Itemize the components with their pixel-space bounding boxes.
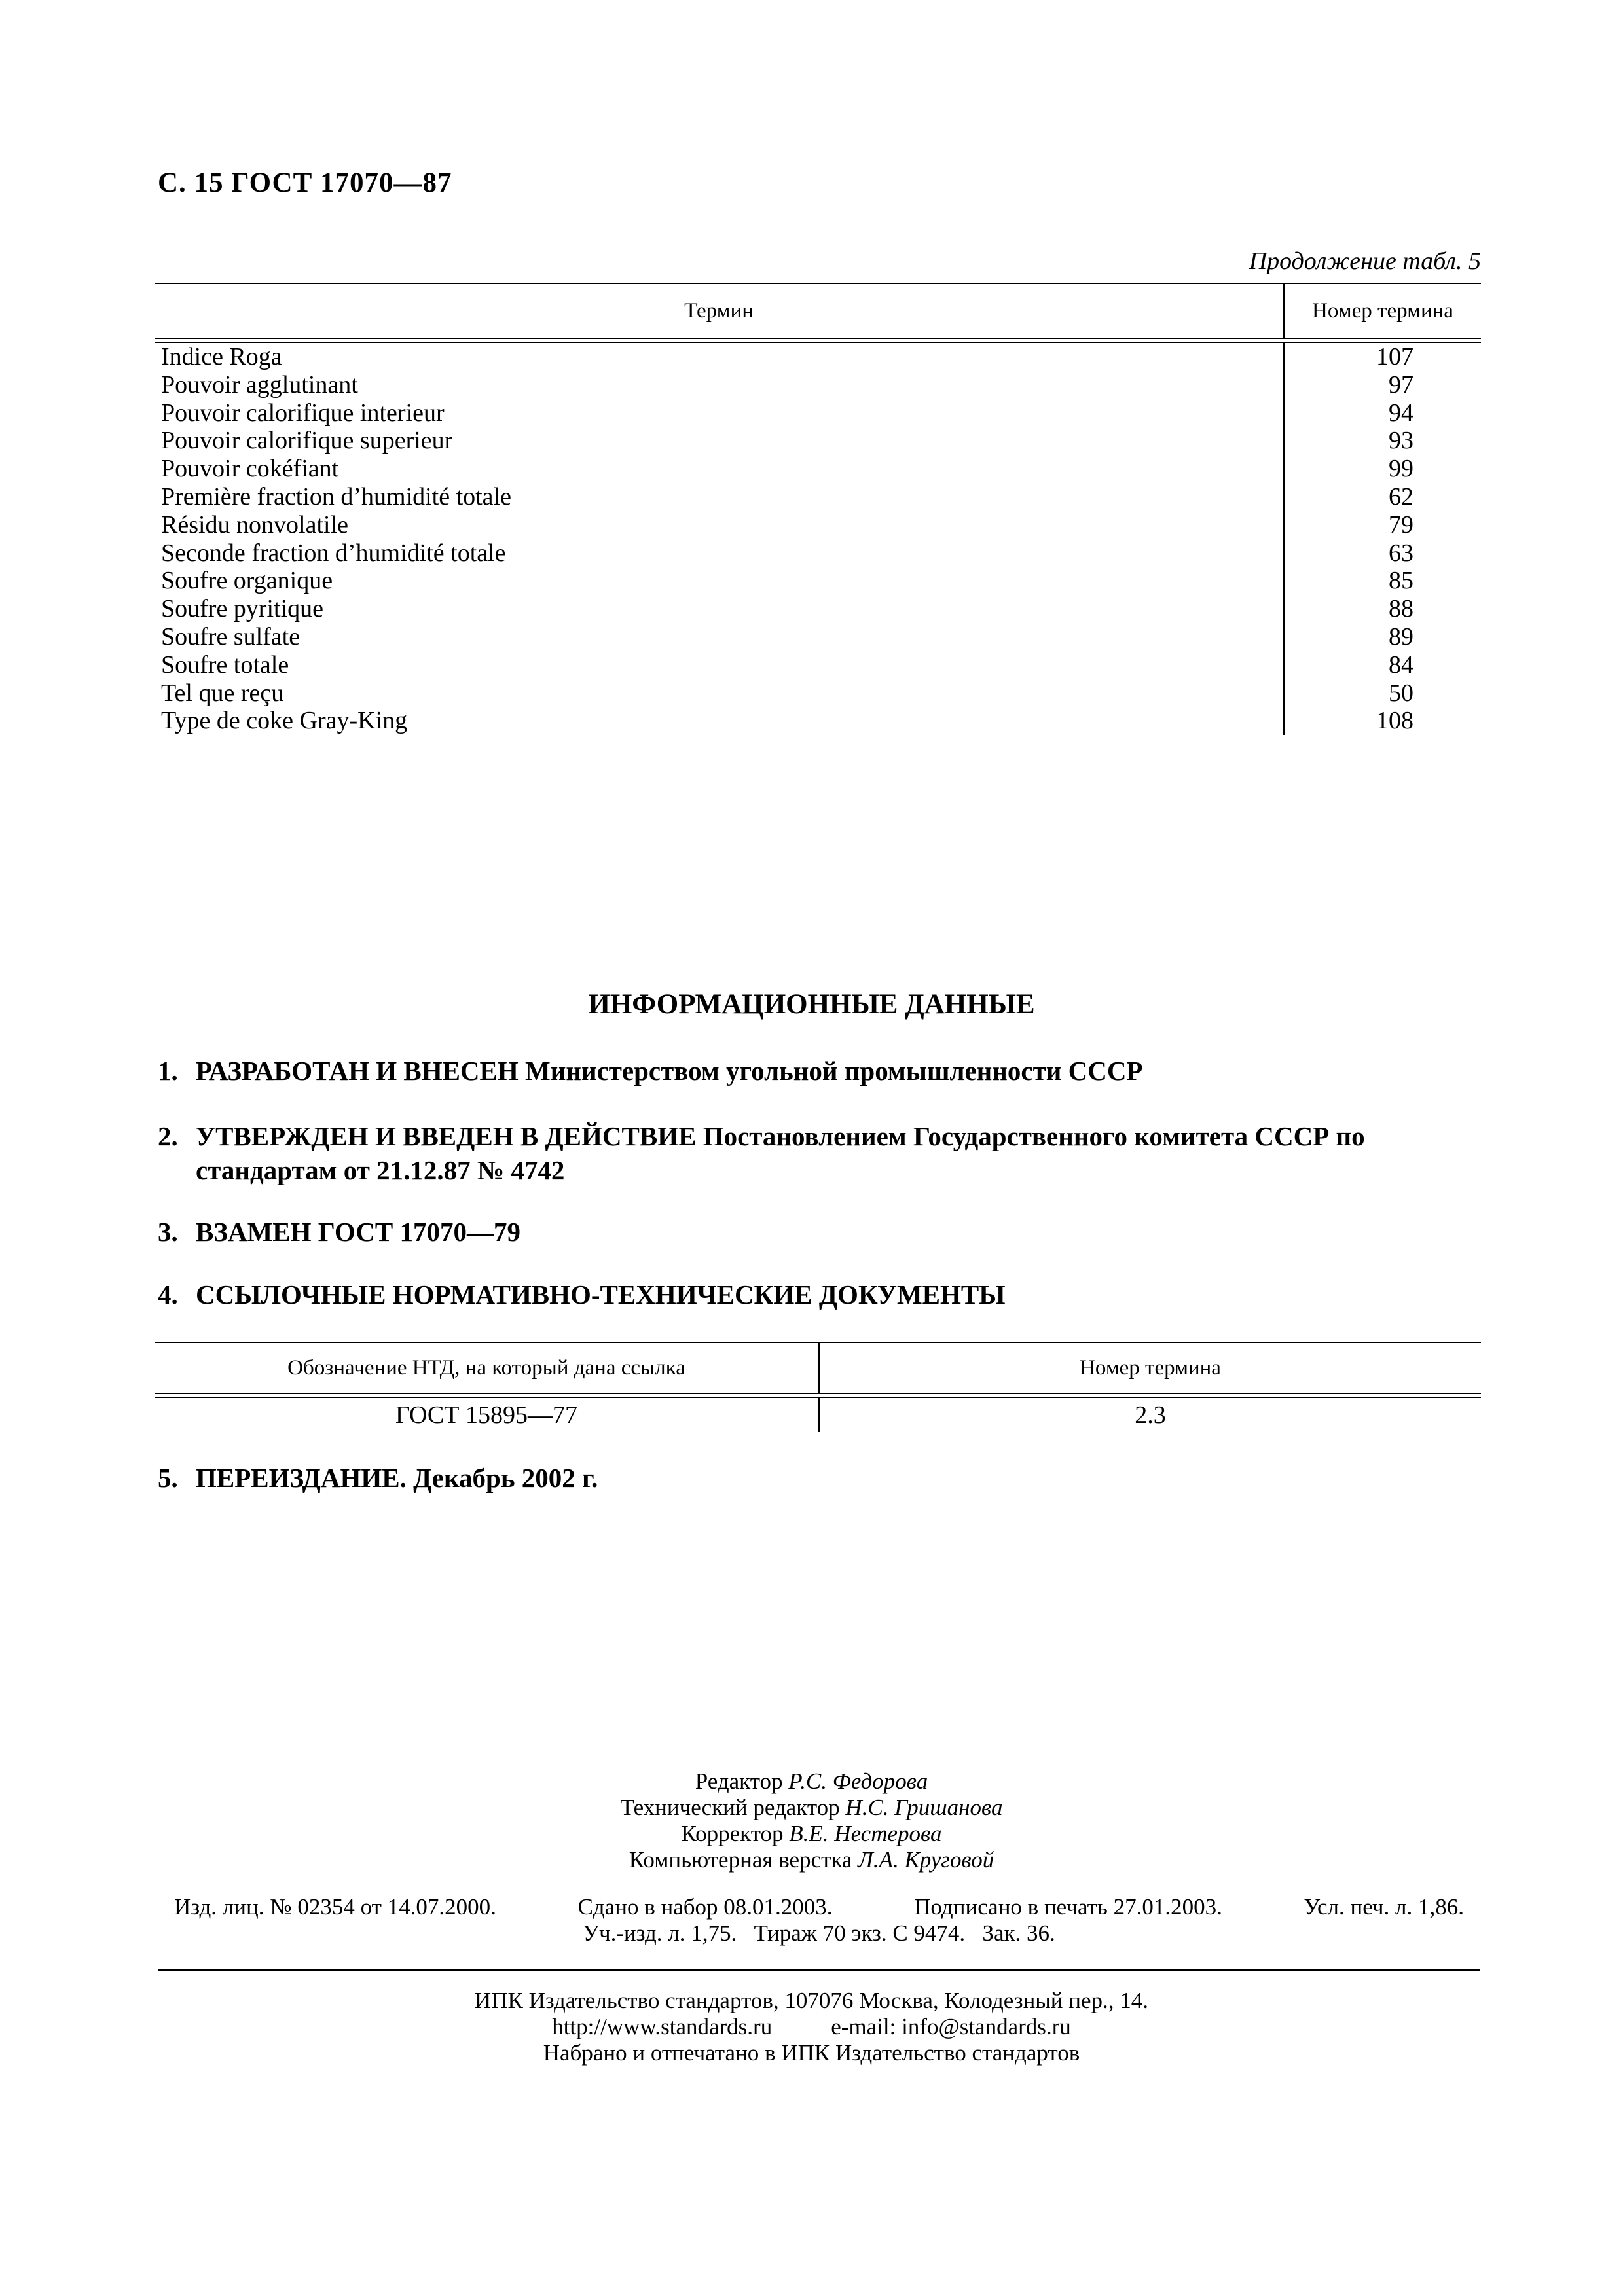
item-number: 2. <box>158 1121 178 1151</box>
credit-label: Технический редактор <box>620 1795 840 1820</box>
item-number: 3. <box>158 1217 178 1247</box>
item-text: ВЗАМЕН ГОСТ 17070—79 <box>196 1217 520 1247</box>
info-item-approved <box>158 1119 1480 1187</box>
publisher-url[interactable]: http://www.standards.ru <box>552 2014 773 2039</box>
term-cell: Pouvoir agglutinant <box>161 370 358 399</box>
term-number-cell: 62 <box>1389 482 1413 511</box>
credit-name: Л.А. Круговой <box>858 1847 994 1873</box>
term-cell: Pouvoir calorifique superieur <box>161 427 453 455</box>
credit-label: Корректор <box>681 1821 784 1846</box>
imprint-print-sheets: Усл. печ. л. 1,86. <box>1304 1894 1464 1920</box>
term-number-cell: 88 <box>1389 595 1413 623</box>
credit-label: Редактор <box>695 1768 783 1794</box>
item-heading: УТВЕРЖДЕН И ВВЕДЕН В ДЕЙСТВИЕ <box>196 1121 697 1151</box>
imprint-line-2: Уч.-изд. л. 1,75. Тираж 70 экз. С 9474. Зак. 36. <box>583 1920 1055 1946</box>
term-cell: Pouvoir calorifique interieur <box>161 399 445 427</box>
item-number: 1. <box>158 1056 178 1086</box>
publisher-block <box>0 1988 1623 2066</box>
item-heading: РАЗРАБОТАН И ВНЕСЕН <box>196 1056 519 1086</box>
table-header-row <box>155 1343 1481 1393</box>
term-cell: Indice Roga <box>161 343 282 370</box>
term-cell: Résidu nonvolatile <box>161 511 349 539</box>
table-header-row <box>155 284 1481 338</box>
publisher-printed: Набрано и отпечатано в ИПК Издательство стандартов <box>543 2040 1080 2066</box>
reference-table <box>155 1342 1481 1432</box>
info-item-replaces <box>158 1215 1480 1249</box>
term-cell: Soufre totale <box>161 651 289 679</box>
term-cell: Première fraction d’humidité totale <box>161 482 511 511</box>
info-section-title: ИНФОРМАЦИОННЫЕ ДАННЫЕ <box>588 989 1035 1020</box>
table-body <box>155 343 1481 735</box>
info-item-references <box>158 1278 1480 1312</box>
credits-block <box>0 1768 1623 1873</box>
footer-rule <box>158 1969 1480 1971</box>
term-column <box>155 343 1283 735</box>
reference-document: ГОСТ 15895—77 <box>395 1401 577 1429</box>
term-cell: Type de coke Gray-King <box>161 707 408 735</box>
info-item-developed <box>158 1054 1480 1088</box>
number-column <box>1283 343 1481 735</box>
item-number: 5. <box>158 1463 178 1493</box>
publisher-address: ИПК Издательство стандартов, 107076 Москва, Колодезный пер., 14. <box>474 1988 1149 2013</box>
term-number-cell: 107 <box>1376 343 1413 370</box>
imprint-block <box>174 1894 1464 1946</box>
term-number-cell: 93 <box>1389 427 1413 455</box>
term-number-cell: 89 <box>1389 622 1413 651</box>
column-header-document: Обозначение НТД, на который дана ссылка <box>287 1356 685 1380</box>
item-number: 4. <box>158 1280 178 1310</box>
term-cell: Tel que reçu <box>161 679 284 707</box>
credit-layout <box>0 1847 1623 1873</box>
credit-editor <box>0 1768 1623 1795</box>
item-text: Постановлением Государственного комитета СССР по <box>702 1121 1365 1151</box>
item-text: ССЫЛОЧНЫЕ НОРМАТИВНО-ТЕХНИЧЕСКИЕ ДОКУМЕНТЫ <box>196 1280 1006 1310</box>
term-cell: Soufre sulfate <box>161 622 301 651</box>
publisher-email[interactable]: e-mail: info@standards.ru <box>831 2014 1071 2039</box>
page-header: С. 15 ГОСТ 17070—87 <box>158 168 452 198</box>
credit-name: В.Е. Нестерова <box>789 1821 942 1846</box>
term-number-cell: 84 <box>1389 651 1413 679</box>
column-header-term: Термин <box>684 299 754 323</box>
credit-name: Р.С. Федорова <box>788 1768 928 1794</box>
imprint-signed: Подписано в печать 27.01.2003. <box>914 1894 1222 1920</box>
term-number-cell: 94 <box>1389 399 1413 427</box>
credit-label: Компьютерная верстка <box>629 1847 852 1873</box>
credit-proofreader <box>0 1821 1623 1847</box>
info-item-reissue <box>158 1461 1480 1495</box>
column-header-number: Номер термина <box>1283 284 1481 338</box>
table-header-rule <box>155 338 1481 343</box>
term-number-cell: 99 <box>1389 455 1413 483</box>
term-cell: Pouvoir cokéfiant <box>161 455 339 483</box>
item-text: ПЕРЕИЗДАНИЕ. Декабрь 2002 г. <box>196 1463 598 1493</box>
term-number-cell: 108 <box>1376 707 1413 735</box>
column-header-number: Номер термина <box>818 1343 1481 1393</box>
credit-name: Н.С. Гришанова <box>845 1795 1003 1820</box>
imprint-license: Изд. лиц. № 02354 от 14.07.2000. <box>174 1894 496 1920</box>
table-caption: Продолжение табл. 5 <box>1249 247 1481 275</box>
term-cell: Soufre organique <box>161 567 333 595</box>
term-number-cell: 79 <box>1389 511 1413 539</box>
item-text-continuation: стандартам от 21.12.87 № 4742 <box>196 1155 565 1185</box>
table-row <box>155 1398 1481 1432</box>
imprint-typeset: Сдано в набор 08.01.2003. <box>577 1894 833 1920</box>
imprint-line <box>174 1894 1464 1920</box>
reference-number: 2.3 <box>818 1398 1481 1432</box>
term-cell: Soufre pyritique <box>161 595 324 623</box>
term-number-cell: 50 <box>1389 679 1413 707</box>
term-number-cell: 85 <box>1389 567 1413 595</box>
term-number-cell: 97 <box>1389 370 1413 399</box>
item-text: Министерством угольной промышленности СССР <box>525 1056 1143 1086</box>
term-cell: Seconde fraction d’humidité totale <box>161 539 506 567</box>
term-table <box>155 283 1481 735</box>
credit-tech-editor <box>0 1795 1623 1821</box>
table-header-rule <box>155 1393 1481 1398</box>
publisher-contacts <box>0 2014 1623 2040</box>
term-number-cell: 63 <box>1389 539 1413 567</box>
